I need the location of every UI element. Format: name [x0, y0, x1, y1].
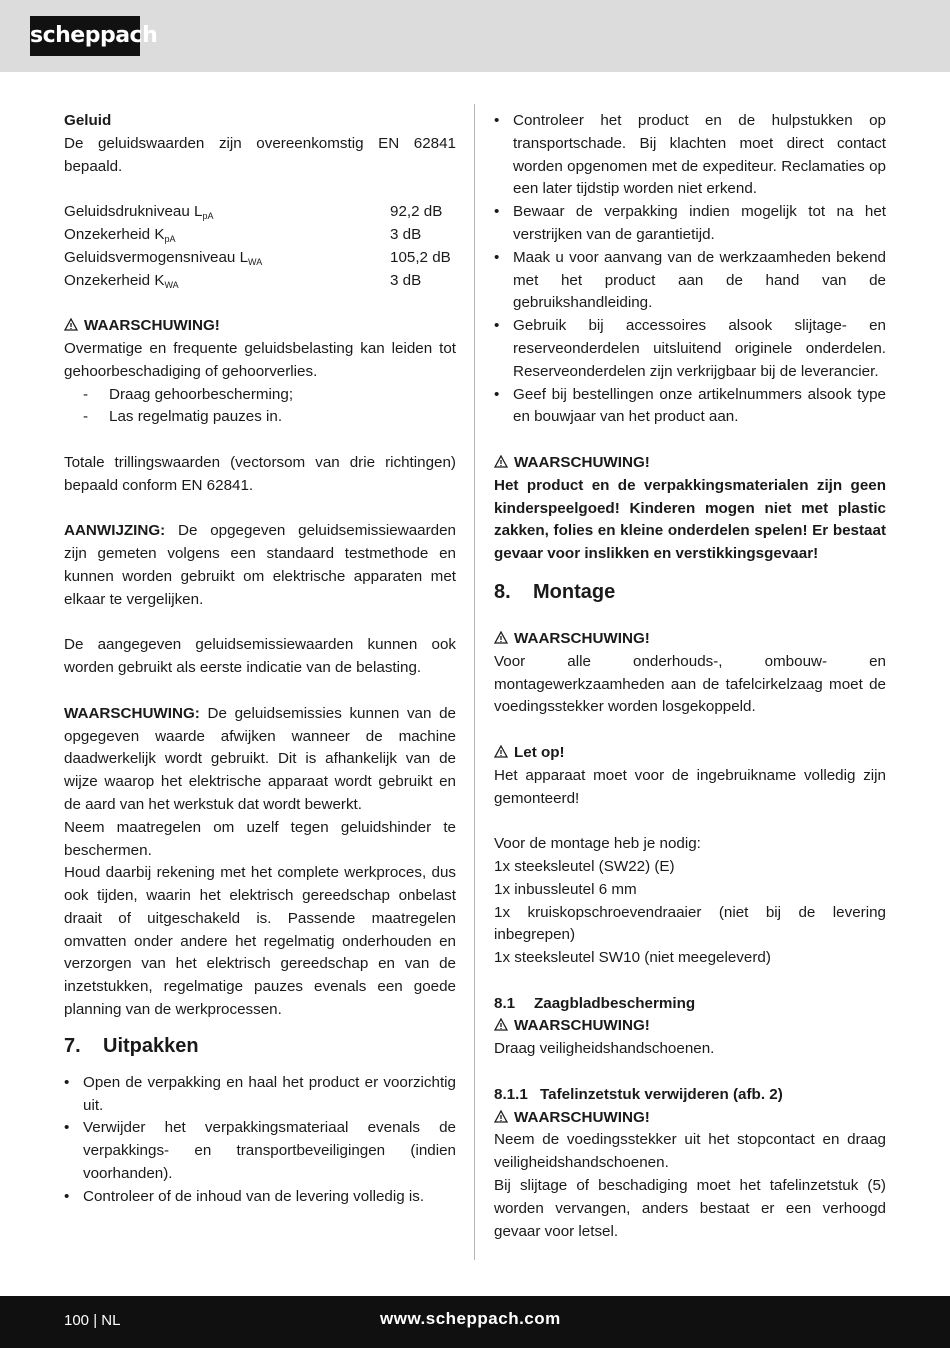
warning-title: WAARSCHUWING!: [84, 317, 220, 335]
spec-sub: pA: [164, 233, 176, 244]
warning-heading: [494, 1107, 886, 1130]
list-item: • Bewaar de verpakking indien mogelijk tot na het verstrijken van de garantietijd.: [494, 201, 886, 247]
warning-paragraph: [64, 703, 456, 817]
list-item: • Controleer of de inhoud van de levering volledig is.: [64, 1186, 456, 1209]
spec-row: [64, 247, 456, 270]
column-divider: [474, 104, 475, 1260]
list-item: - Las regelmatig pauzes in.: [64, 406, 456, 429]
subsection-number: 8.1: [494, 994, 516, 1012]
left-column: [64, 110, 456, 1209]
warning-text: Neem de voedingsstekker uit het stopcontact en draag veiligheidshandschoenen.: [494, 1131, 886, 1172]
caution-heading: [494, 742, 886, 765]
subsection-8-1-1-heading: [494, 1084, 886, 1107]
unpack-list: [64, 1072, 456, 1209]
vibration-text: Totale trillingswaarden (vectorsom van drie richtingen) bepaald conform EN 62841.: [64, 453, 456, 494]
warning-text: Het product en de verpakkingsmaterialen zijn geen kinderspeelgoed! Kinderen mogen niet met plastic zakken, folies en kleine onderdelen spelen! Er bestaat gevaar voor inslikken en verstikkingsgevaar!: [494, 476, 886, 563]
spec-sub: pA: [202, 211, 214, 222]
warning-heading: [494, 452, 886, 475]
spec-row: [64, 270, 456, 293]
geluid-text: De geluidswaarden zijn overeenkomstig EN 62841 bepaald.: [64, 134, 456, 175]
list-item: • Geef bij bestellingen onze artikelnummers alsook type en bouwjaar van het product aan.: [494, 384, 886, 430]
warning-text: Voor alle onderhouds-, ombouw- en montagewerkzaamheden aan de tafelcirkelzaag moet de voedingsstekker worden losgekoppeld.: [494, 652, 886, 716]
list-item: • Maak u voor aanvang van de werkzaamheden bekend met het product aan de hand van de gebruikshandleiding.: [494, 247, 886, 315]
warning-title: WAARSCHUWING!: [514, 629, 650, 647]
website-link[interactable]: www.scheppach.com: [380, 1309, 561, 1328]
caution-text: Het apparaat moet voor de ingebruikname volledig zijn gemonteerd!: [494, 766, 886, 807]
process-text: Houd daarbij rekening met het complete werkproces, dus ook tijden, waarin het elektrisch gereedschap onbelast draait of uitgeschakeld is. Passende maatregelen omvatten onder andere het regelmatig onderhouden en verzorgen van het elektrisch gereedschap en van de inzetstukken, regelmatige pauzes evenals een goede planning van de werkprocessen.: [64, 864, 456, 1019]
spec-value: 3 dB: [390, 225, 422, 243]
warning-triangle-icon: [494, 745, 508, 758]
spec-value: 105,2 dB: [390, 248, 451, 266]
warning-triangle-icon: [494, 1110, 508, 1123]
spec-sub: WA: [164, 279, 179, 290]
warning-list: [64, 384, 456, 430]
warning-heading: [494, 1015, 886, 1038]
subsection-8-1-heading: [494, 993, 886, 1016]
spec-label: Geluidsdrukniveau L: [64, 203, 203, 221]
spec-value: 3 dB: [390, 271, 422, 289]
page-number: 100 | NL: [64, 1312, 121, 1329]
footer-bar: [0, 1296, 950, 1348]
spec-label: Onzekerheid K: [64, 271, 165, 289]
spec-row: [64, 224, 456, 247]
spec-sub: WA: [248, 256, 263, 267]
subsection-title: Zaagbladbescherming: [534, 994, 696, 1012]
geluid-heading: Geluid: [64, 112, 112, 129]
tool-item: 1x inbussleutel 6 mm: [494, 880, 637, 898]
right-column: [494, 110, 886, 1243]
list-item: • Open de verpakking en haal het product er voorzichtig uit.: [64, 1072, 456, 1118]
warning-heading: [64, 315, 456, 338]
warning-label: WAARSCHUWING:: [64, 704, 200, 722]
spec-label: Geluidsvermogensniveau L: [64, 248, 249, 266]
header-bar: [0, 0, 950, 72]
tools-intro: Voor de montage heb je nodig:: [494, 835, 701, 853]
warning-title: WAARSCHUWING!: [514, 453, 650, 471]
spec-value: 92,2 dB: [390, 203, 443, 221]
warning-triangle-icon: [494, 631, 508, 644]
section-7-heading: [64, 1032, 456, 1060]
note-text: De opgegeven geluidsemissiewaarden zijn gemeten volgens een standaard testmethode en kunnen worden gebruikt om elektrische apparaten met elkaar te vergelijken.: [64, 522, 456, 608]
list-item: - Draag gehoorbescherming;: [64, 384, 456, 407]
tool-item: 1x kruiskopschroevendraaier (niet bij de levering inbegrepen): [494, 903, 886, 944]
list-item: • Verwijder het verpakkingsmateriaal evenals de verpakkings- en transportbeveiligingen (indien voorhanden).: [64, 1117, 456, 1185]
list-item: • Controleer het product en de hulpstukken op transportschade. Bij klachten moet direct contact worden opgenomen met de expediteur. Reclamaties op een later tijdstip worden niet erkend.: [494, 110, 886, 201]
warning-title: WAARSCHUWING!: [514, 1108, 650, 1126]
spec-row: [64, 201, 456, 224]
check-list: [494, 110, 886, 429]
warning-heading: [494, 628, 886, 651]
subsection-title: Tafelinzetstuk verwijderen (afb. 2): [540, 1085, 783, 1103]
tools-list: [494, 856, 886, 970]
section-title: Uitpakken: [103, 1034, 199, 1057]
section-number: 7.: [64, 1034, 81, 1057]
warning-triangle-icon: [494, 455, 508, 468]
indication-text: De aangegeven geluidsemissiewaarden kunnen ook worden gebruikt als eerste indicatie van de belasting.: [64, 636, 456, 677]
spec-label: Onzekerheid K: [64, 225, 165, 243]
section-number: 8.: [494, 580, 511, 603]
subsection-number: 8.1.1: [494, 1085, 528, 1103]
tool-item: 1x steeksleutel (SW22) (E): [494, 857, 675, 875]
noise-spec-table: [64, 201, 456, 292]
measures-text: Neem maatregelen om uzelf tegen geluidshinder te beschermen.: [64, 818, 456, 859]
section-8-heading: [494, 578, 886, 606]
note-label: AANWIJZING:: [64, 522, 166, 540]
warning-text: Draag veiligheidshandschoenen.: [494, 1040, 715, 1058]
caution-title: Let op!: [514, 743, 565, 761]
warning-triangle-icon: [494, 1018, 508, 1031]
warning-body: De geluidsemissies kunnen van de opgegeven waarde afwijken wanneer de machine daadwerkelijk wordt gebruikt. Dit is afhankelijk van de wijze waarop het elektrische apparaat wordt gebruikt en de aard van het werkstuk dat wordt bewerkt.: [64, 704, 456, 813]
list-item: • Gebruik bij accessoires alsook slijtage- en reserveonderdelen uitsluitend originele onderdelen. Reserveonderdelen zijn verkrijgbaar bij de leverancier.: [494, 315, 886, 383]
warning-title: WAARSCHUWING!: [514, 1017, 650, 1035]
warning-triangle-icon: [64, 318, 78, 331]
note-paragraph: [64, 520, 456, 611]
warning-text: Overmatige en frequente geluidsbelasting kan leiden tot gehoorbeschadiging of gehoorverlies.: [64, 339, 456, 380]
tool-item: 1x steeksleutel SW10 (niet meegeleverd): [494, 949, 771, 967]
section-title: Montage: [533, 580, 616, 603]
wear-text: Bij slijtage of beschadiging moet het tafelinzetstuk (5) worden vervangen, anders bestaat er een verhoogd gevaar voor letsel.: [494, 1177, 886, 1240]
brand-logo: scheppach: [30, 16, 140, 56]
